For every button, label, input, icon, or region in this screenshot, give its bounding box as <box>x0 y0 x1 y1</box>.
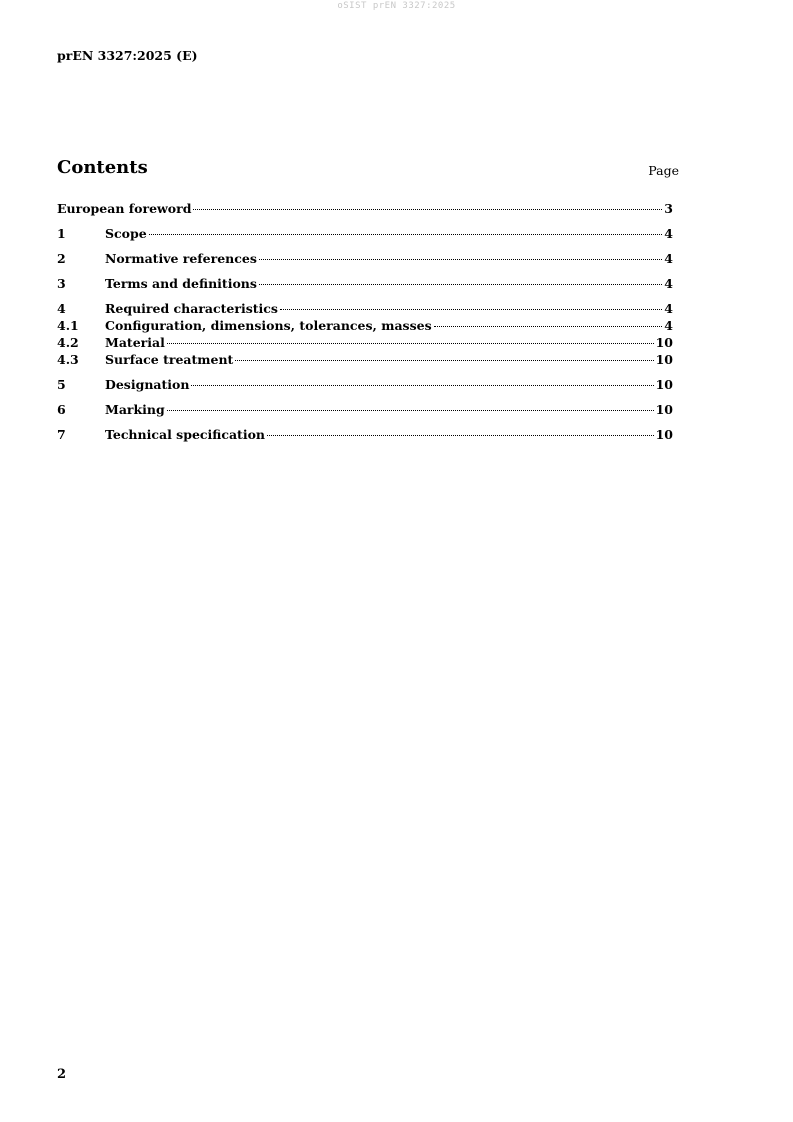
toc-entry-title: European foreword <box>57 201 192 216</box>
dot-leader <box>149 234 663 235</box>
toc-entry-scope[interactable] <box>57 225 673 242</box>
toc-entry-number: 6 <box>57 402 66 417</box>
toc-entry-title: Required characteristics <box>105 301 278 316</box>
dot-leader <box>267 435 654 436</box>
toc-entry-terms-and-definitions[interactable] <box>57 275 673 292</box>
toc-entry-designation[interactable] <box>57 376 673 393</box>
toc-entry-title: Surface treatment <box>105 352 234 367</box>
toc-entry-technical-specification[interactable] <box>57 426 673 443</box>
toc-entry-title: Material <box>105 335 165 350</box>
footer-page-number: 2 <box>57 1067 67 1082</box>
dot-leader <box>259 284 662 285</box>
toc-entry-page: 4 <box>664 318 673 333</box>
document-id: prEN 3327:2025 (E) <box>57 48 198 63</box>
toc-entry-number: 4.3 <box>57 352 79 367</box>
dot-leader <box>434 326 663 327</box>
table-of-contents <box>57 200 673 443</box>
toc-entry-number: 4 <box>57 301 66 316</box>
toc-entry-page: 10 <box>655 377 673 392</box>
toc-entry-page: 4 <box>664 226 673 241</box>
toc-entry-title: Technical specification <box>105 427 266 442</box>
dot-leader <box>235 360 653 361</box>
toc-entry-european-foreword[interactable] <box>57 200 673 217</box>
dot-leader <box>191 385 653 386</box>
toc-entry-number: 4.2 <box>57 335 79 350</box>
toc-entry-page: 4 <box>664 251 673 266</box>
page-column-label: Page <box>648 163 679 178</box>
toc-entry-page: 10 <box>655 402 673 417</box>
toc-entry-number: 1 <box>57 226 66 241</box>
toc-entry-title: Scope <box>105 226 147 241</box>
watermark: oSIST prEN 3327:2025 <box>337 1 456 11</box>
toc-entry-title: Designation <box>105 377 190 392</box>
toc-entry-surface-treatment[interactable] <box>57 351 673 368</box>
toc-entry-page: 10 <box>655 427 673 442</box>
toc-entry-title: Terms and definitions <box>105 276 257 291</box>
dot-leader <box>259 259 662 260</box>
toc-entry-title: Marking <box>105 402 165 417</box>
dot-leader <box>167 343 654 344</box>
dot-leader <box>280 309 662 310</box>
toc-entry-page: 10 <box>655 335 673 350</box>
toc-entry-page: 4 <box>664 276 673 291</box>
toc-entry-page: 3 <box>664 201 673 216</box>
toc-entry-number: 5 <box>57 377 66 392</box>
toc-entry-normative-references[interactable] <box>57 250 673 267</box>
toc-entry-page: 10 <box>655 352 673 367</box>
dot-leader <box>193 209 662 210</box>
toc-entry-number: 7 <box>57 427 66 442</box>
toc-entry-page: 4 <box>664 301 673 316</box>
toc-entry-number: 3 <box>57 276 66 291</box>
toc-entry-material[interactable] <box>57 334 673 351</box>
toc-entry-configuration[interactable] <box>57 317 673 334</box>
toc-entry-number: 2 <box>57 251 66 266</box>
dot-leader <box>167 410 654 411</box>
toc-entry-number: 4.1 <box>57 318 79 333</box>
contents-title: Contents <box>57 157 148 178</box>
toc-entry-required-characteristics[interactable] <box>57 300 673 317</box>
toc-entry-title: Configuration, dimensions, tolerances, masses <box>105 318 432 333</box>
toc-entry-title: Normative references <box>105 251 257 266</box>
toc-entry-marking[interactable] <box>57 401 673 418</box>
